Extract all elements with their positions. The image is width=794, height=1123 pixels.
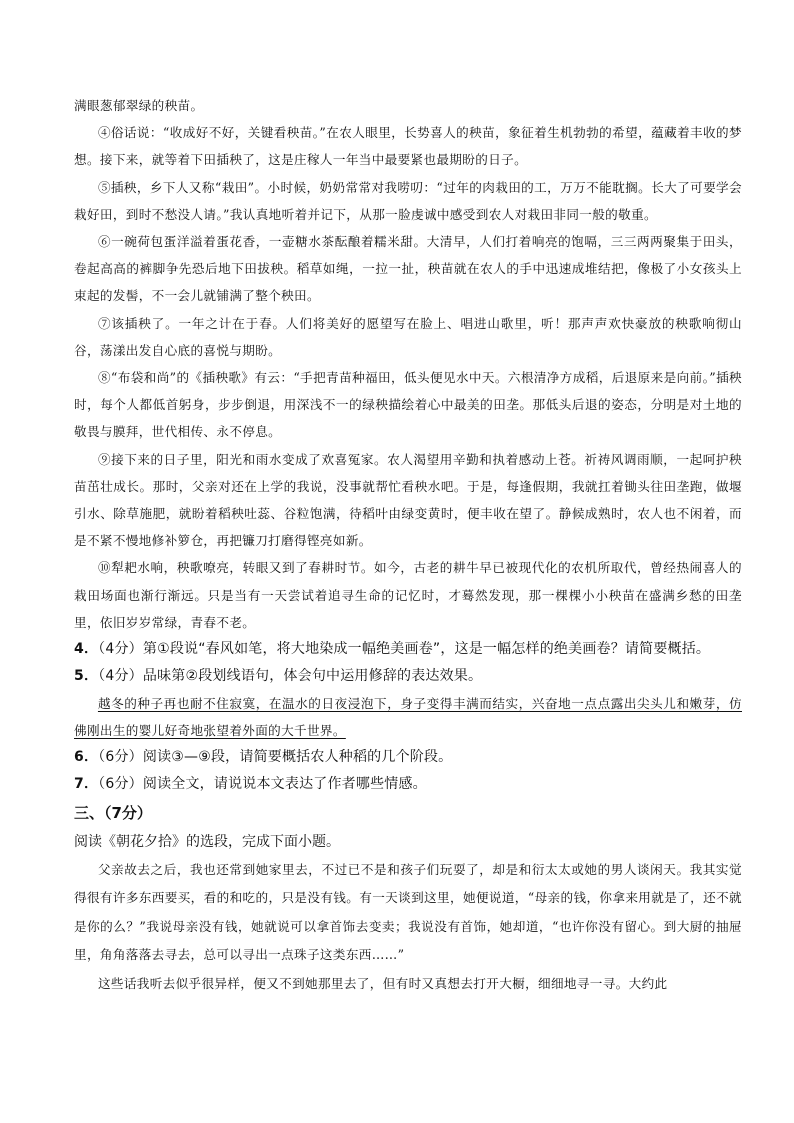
passage-paragraph-4: ④俗话说：“收成好不好，关键看秧苗。”在农人眼里，长势喜人的秧苗，象征着生机勃勃的希望，蕴藏着丰收的梦想。接下来，就等着下田插秧了，这是庄稼人一年当中最要紧也最期盼的日子。 bbox=[74, 125, 742, 168]
question-number: 6． bbox=[74, 749, 99, 766]
question-score: （4分） bbox=[98, 668, 143, 685]
question-5 bbox=[74, 663, 742, 690]
passage-paragraph-10: ⑩犁耙水响，秧歌嘹亮，转眼又到了春耕时节。如今，古老的耕牛早已被现代化的农机所取代，曾经热闹喜人的栽田场面也渐行渐远。只是当有一天尝试着追寻生命的记忆时，才蓦然发现，那一棵棵小小秧苗在盛满乡愁的田垄里，依旧岁岁常绿，青春不老。 bbox=[74, 560, 742, 630]
question-text: 阅读③—⑨段，请简要概括农人种稻的几个阶段。 bbox=[142, 749, 453, 766]
question-number: 5． bbox=[74, 668, 99, 685]
question-6 bbox=[74, 744, 742, 771]
question-number: 4． bbox=[74, 641, 99, 658]
question-score: （6分） bbox=[98, 776, 143, 793]
question-score: （6分） bbox=[98, 749, 143, 766]
question-number: 7． bbox=[74, 776, 99, 793]
passage-paragraph-5: ⑤插秧，乡下人又称“栽田”。小时候，奶奶常常对我唠叨：“过年的肉栽田的工，万万不能耽搁。长大了可要学会栽好田，到时不愁没人请。”我认真地听着并记下，从那一脸虔诚中感受到农人对栽田非同一般的敬重。 bbox=[74, 179, 742, 222]
question-text: 第①段说“春风如笔，将大地染成一幅绝美画卷”，这是一幅怎样的绝美画卷？请简要概括。 bbox=[142, 641, 711, 658]
question-score: （4分） bbox=[98, 641, 143, 658]
question-text: 阅读全文，请说说本文表达了作者哪些情感。 bbox=[142, 776, 427, 793]
passage-paragraph-7: ⑦该插秧了。一年之计在于春。人们将美好的愿望写在脸上、唱进山歌里，听！那声声欢快豪放的秧歌响彻山谷，荡漾出发自心底的喜悦与期盼。 bbox=[74, 315, 742, 358]
excerpt-paragraph-1: 父亲故去之后，我也还常到她家里去，不过已不是和孩子们玩耍了，却是和衍太太或她的男人谈闲天。我其实觉得很有许多东西要买，看的和吃的，只是没有钱。有一天谈到这里，她便说道，“母亲的钱，你拿来用就是了，还不就是你的么？”我说母亲没有钱，她就说可以拿首饰去变卖；我说没有首饰，她却道，“也许你没有留心。到大厨的抽屉里，角角落落去寻去，总可以寻出一点珠子这类东西……” bbox=[74, 862, 742, 963]
passage-paragraph-continued: 满眼葱郁翠绿的秧苗。 bbox=[74, 98, 204, 113]
passage-paragraph-8: ⑧“布袋和尚”的《插秧歌》有云：“手把青苗种福田，低头便见水中天。六根清净方成稻，后退原来是向前。”插秧时，每个人都低首躬身，步步倒退，用深浅不一的绿秧描绘着心中最美的田垄。那低头后退的姿态，分明是对土地的敬畏与膜拜，世代相传、永不停息。 bbox=[74, 370, 742, 440]
question-4 bbox=[74, 636, 742, 663]
section-intro: 阅读《朝花夕拾》的选段，完成下面小题。 bbox=[74, 834, 340, 851]
underlined-quote bbox=[74, 690, 742, 744]
section-title: 三、（7分） bbox=[74, 804, 152, 823]
underlined-quote-text: 越冬的种子再也耐不住寂寞，在温水的日夜浸泡下，身子变得丰满而结实，兴奋地一点点露出尖头儿和嫩芽，仿佛刚出生的婴儿好奇地张望着外面的大千世界。 bbox=[74, 696, 742, 739]
passage-paragraph-6: ⑥一碗荷包蛋洋溢着蛋花香，一壶糖水茶酝酿着糯米甜。大清早，人们打着响亮的饱嗝，三三两两聚集于田头，卷起高高的裤脚争先恐后地下田拔秧。稻草如绳，一拉一扯，秧苗就在农人的手中迅速成堆结把，像极了小女孩头上束起的发髻，不一会儿就铺满了整个秧田。 bbox=[74, 234, 742, 304]
page-content bbox=[74, 92, 742, 998]
question-text: 品味第②段划线语句，体会句中运用修辞的表达效果。 bbox=[142, 668, 483, 685]
passage-paragraph-9: ⑨接下来的日子里，阳光和雨水变成了欢喜冤家。农人渴望用辛勤和执着感动上苍。祈祷风调雨顺，一起呵护秧苗茁壮成长。那时，父亲对还在上学的我说，没事就帮忙看秧水吧。于是，每逢假期，我就扛着锄头往田垄跑，做堰引水、除草施肥，就盼着稻秧吐蕊、谷粒饱满，待稻叶由绿变黄时，便丰收在望了。静候成熟时，农人也不闲着，而是不紧不慢地修补箩仓，再把镰刀打磨得铿亮如新。 bbox=[74, 451, 742, 549]
question-7 bbox=[74, 771, 742, 798]
excerpt-paragraph-2: 这些话我听去似乎很异样，便又不到她那里去了，但有时又真想去打开大橱，细细地寻一寻。大约此 bbox=[97, 975, 668, 991]
